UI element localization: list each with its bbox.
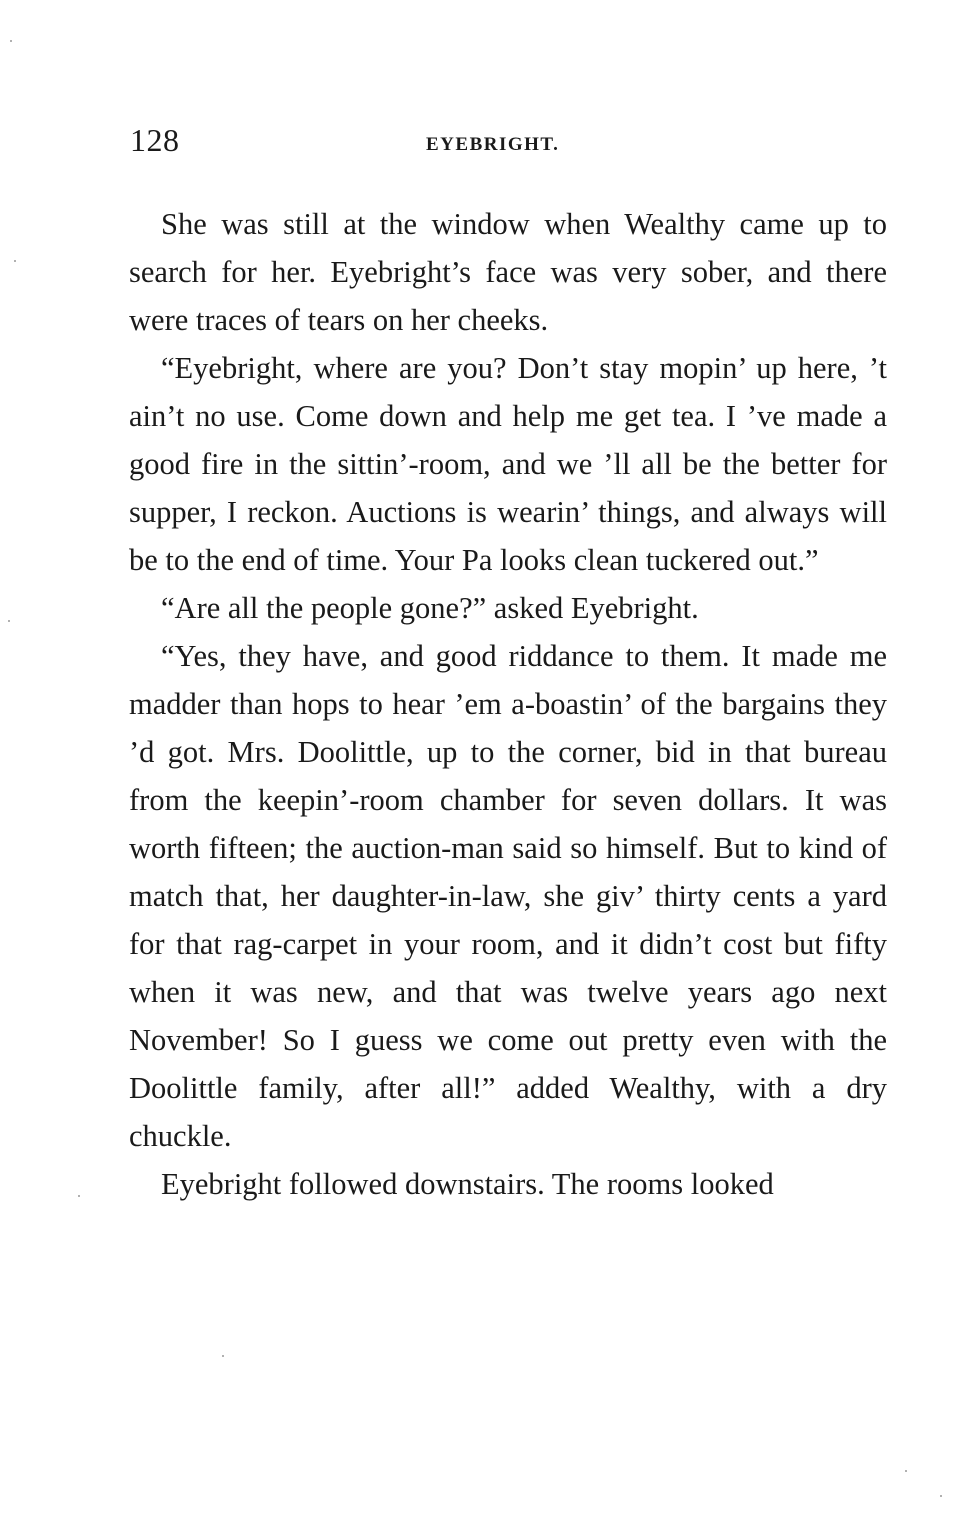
- scan-speck: [14, 260, 16, 262]
- scan-speck: [940, 1495, 942, 1497]
- scan-speck: [222, 1355, 224, 1357]
- scan-speck: [8, 620, 10, 622]
- page-number: 128: [130, 122, 180, 158]
- body-text: [129, 200, 887, 1208]
- paragraph: “Eyebright, where are you? Don’t stay mopin’ up here, ’t ain’t no use. Come down and help me get tea. I ’ve made a good fire in the sittin’-room, and we ’ll all be the better for supper, I reckon. Auctions is wearin’ things, and always will be to the end of time. Your Pa looks clean tuckered out.”: [129, 351, 887, 577]
- running-head: [130, 122, 888, 162]
- paragraph: Eyebright followed downstairs. The rooms looked: [161, 1167, 774, 1201]
- scan-speck: [905, 1470, 907, 1472]
- paragraph: “Yes, they have, and good riddance to them. It made me madder than hops to hear ’em a-boastin’ of the bargains they ’d got. Mrs. Doolittle, up to the corner, bid in that bureau from the keepin’-room chamber for seven dollars. It was worth fifteen; the auction-man said so himself. But to kind of match that, her daughter-in-law, she giv’ thirty cents a yard for that rag-carpet in your room, and it didn’t cost but fifty when it was new, and that was twelve years ago next November! So I guess we come out pretty even with the Doolittle family, after all!” added Wealthy, with a dry chuckle.: [129, 639, 887, 1153]
- running-title: EYEBRIGHT.: [426, 134, 560, 155]
- scan-speck: [78, 1195, 80, 1197]
- scan-speck: [10, 40, 12, 42]
- paragraph: “Are all the people gone?” asked Eyebright.: [161, 591, 699, 625]
- paragraph: She was still at the window when Wealthy came up to search for her. Eyebright’s face was very sober, and there were traces of tears on her cheeks.: [129, 207, 887, 337]
